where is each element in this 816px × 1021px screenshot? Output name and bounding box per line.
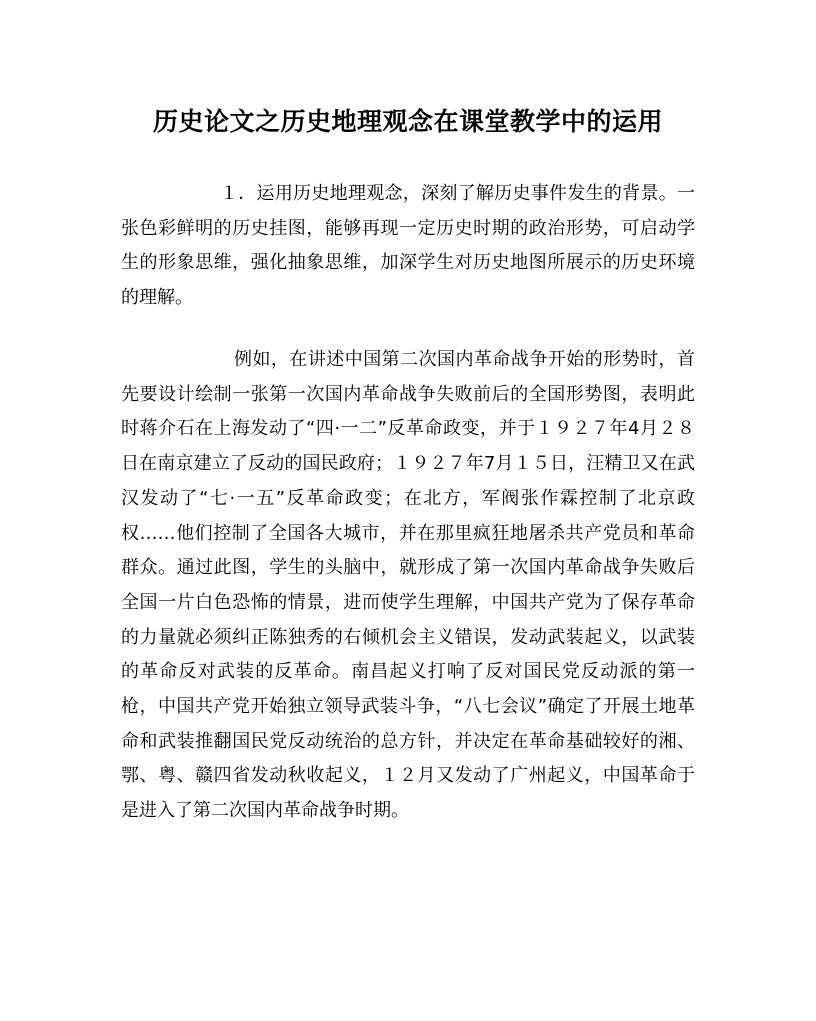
paragraph-2: 例如，在讲述中国第二次国内革命战争开始的形势时，首先要设计绘制一张第一次国内革命战争失败前后的全国形势图，表明此时蒋介石在上海发动了“四·一二”反革命政变，并于１９２７年4月２８日在南京建立了反动的国民政府；１９２７年7月１５日，汪精卫又在武汉发动了“七·一五”反革命政变；在北方，军阀张作霖控制了北京政权……他们控制了全国各大城市，并在那里疯狂地屠杀共产党员和革命群众。通过此图，学生的头脑中，就形成了第一次国内革命战争失败后全国一片白色恐怖的情景，进而使学生理解，中国共产党为了保存革命的力量就必须纠正陈独秀的右倾机会主义错误，发动武装起义，以武装的革命反对武装的反革命。南昌起义打响了反对国民党反动派的第一枪，中国共产党开始独立领导武装斗争，“八七会议”确定了开展土地革命和武装推翻国民党反动统治的总方针，并决定在革命基础较好的湘、鄂、粤、赣四省发动秋收起义，１２月又发动了广州起义，中国革命于是进入了第二次国内革命战争时期。 [121,349,695,822]
document-title: 历史论文之历史地理观念在课堂教学中的运用 [152,107,663,136]
paragraph-1: １．运用历史地理观念，深刻了解历史事件发生的背景。一张色彩鲜明的历史挂图，能够再现一定历史时期的政治形势，可启动学生的形象思维，强化抽象思维，加深学生对历史地图所展示的历史环境的理解。 [121,183,695,309]
